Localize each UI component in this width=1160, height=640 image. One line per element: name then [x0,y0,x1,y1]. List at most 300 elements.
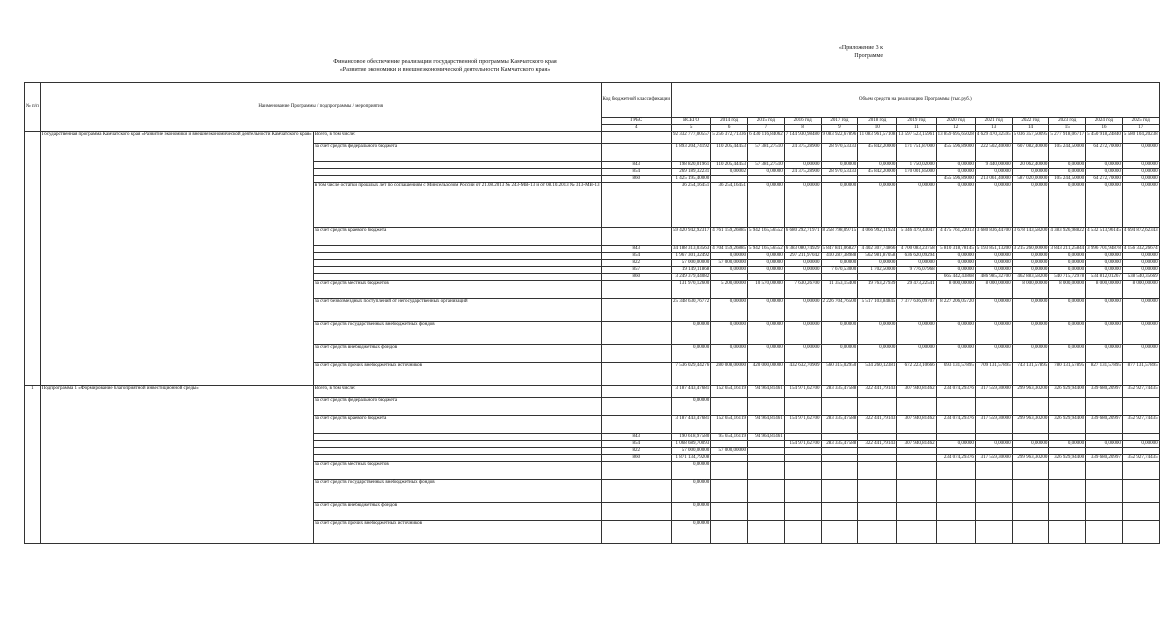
year-value: 11 083 961,57108 [858,132,897,144]
year-value [936,503,975,521]
year-value: 5 256 372,71336 [711,132,748,144]
year-value [936,480,975,503]
year-value: 0,00000 [711,299,748,322]
year-value [1086,503,1123,521]
total-value: 57 000,00000 [672,448,711,455]
year-value: 317 559,30000 [975,386,1012,398]
year-value [858,455,897,462]
funding-source: за счет средств государственных внебюджетных фондов [313,322,601,345]
year-value: 8 000,00000 [1122,281,1159,299]
year-value: 213 061,40000 [975,176,1012,183]
year-value [1012,434,1049,441]
funding-source [313,162,601,169]
funding-source [313,253,601,260]
total-value: 0,00000 [672,345,711,363]
grbs-code [601,386,671,398]
year-value [858,480,897,503]
total-value: 1 068 689,70093 [672,441,711,448]
year-value: 0,00000 [748,267,785,274]
year-value: 299 963,30200 [1012,455,1049,462]
header-name: Наименование Программы / подпрограммы / мероприятия [40,83,601,132]
header-year: 2022 год [1012,118,1049,125]
header-year: 2023 год [1049,118,1086,125]
header-year: 2025 год [1122,118,1159,125]
year-value [975,521,1012,544]
year-value: 339 680,20997 [1086,416,1123,434]
year-value: 326 929,94400 [1049,386,1086,398]
year-value: 5 277 918,06717 [1049,132,1086,144]
year-value: 6 680 292,71971 [784,228,821,246]
year-value: 420 000,00000 [748,363,785,386]
year-value [1086,398,1123,416]
year-value: 0,00000 [784,183,821,228]
year-value: 29 473,22541 [897,281,936,299]
year-value [784,455,821,462]
year-value: 3 215 260,00000 [1013,246,1048,251]
year-value: 8 000,00000 [936,281,975,299]
year-value: 307 940,81462 [897,386,936,398]
year-value [784,448,821,455]
year-value: 0,00000 [1049,322,1086,345]
year-value: 4 629 470,32595 [975,132,1012,144]
column-number: 10 [858,125,897,132]
total-value: 131 970,12600 [672,281,711,299]
year-value: 322 441,79143 [858,416,897,434]
year-value: 299 963,30200 [1012,386,1049,398]
year-value: 0,00000 [711,267,748,274]
year-value: 2 226 704,76500 [821,299,858,322]
year-value: 410 287,38988 [821,253,858,260]
year-value: 3 843 211,25844 [1050,246,1085,251]
year-value: 322 441,79143 [858,386,897,398]
year-value: 0,00000 [1086,183,1123,228]
year-value [748,398,785,416]
year-value: 540 715,72978 [1049,274,1086,281]
year-value: 283 335,47588 [821,416,858,434]
year-value [975,398,1012,416]
year-value: 0,00000 [821,322,858,345]
header-year: 2015 год [748,118,785,125]
title-line: «Развитие экономики и внешнеэкономической деятельности Камчатского края» [339,66,551,73]
total-value: 1 893 204,74192 [672,144,711,162]
funding-source [313,246,601,253]
year-value: 0,00000 [1012,322,1049,345]
year-value [748,448,785,455]
year-value: 3 996 701,94878 [1087,246,1121,251]
year-value: 0,00002 [711,169,748,176]
year-value [784,176,821,183]
year-value [1086,462,1123,480]
funding-source [313,169,601,176]
funding-source: за счет средств внебюджетных фондов [313,503,601,521]
total-value: 190 618,97580 [672,434,711,441]
year-value [711,462,748,480]
year-value: 0,00000 [975,441,1012,448]
year-value: 534 260,12381 [858,363,897,386]
year-value: 0,00000 [975,260,1012,267]
year-value: 0,00000 [975,169,1012,176]
year-value: 0,00000 [1012,299,1049,322]
year-value: 317 559,30000 [975,416,1012,434]
year-value [821,448,858,455]
year-value [1049,480,1086,503]
year-value: 94 964,81461 [748,416,785,434]
total-value: 0,00000 [672,398,711,416]
table-row [25,386,1160,398]
year-value [858,503,897,521]
year-value [711,274,748,281]
year-value: 0,00000 [936,260,975,267]
year-value: 4 156 332,26674 [1123,246,1158,251]
year-value: 0,00000 [1122,299,1159,322]
year-value [1122,398,1159,416]
funding-source [313,267,601,274]
funding-source: за счет средств краевого бюджета [313,228,601,246]
year-value [748,521,785,544]
year-value: 171 751,87000 [897,144,936,162]
year-value [748,274,785,281]
year-value: 352 927,74435 [1122,416,1159,434]
year-value: 665 442,43868 [936,274,975,281]
year-value: 0,00000 [858,322,897,345]
year-value: 19 763,27939 [858,281,897,299]
year-value: 0,00000 [1012,260,1049,267]
year-value [711,398,748,416]
year-value [821,480,858,503]
year-value: 45 842,20000 [858,169,897,176]
year-value [748,455,785,462]
year-value: 0,00000 [711,322,748,345]
year-value: 0,00000 [1122,183,1159,228]
year-value: 0,00000 [1049,345,1086,363]
year-value: 283 335,47588 [821,441,858,448]
title-line: Финансовое обеспечение реализации государственной программы Камчатского края [333,58,557,65]
year-value: 0,00000 [936,253,975,260]
year-value: 7 630,26700 [784,281,821,299]
year-value: 0,00000 [1049,267,1086,274]
year-value: 8 227 206,05720 [936,299,975,322]
column-number: 9 [821,125,858,132]
year-value: 9 083 922,67896 [821,132,858,144]
funding-source: за счет средств государственных внебюджетных фондов [313,480,601,503]
header-grbs: ГРБС [601,118,671,125]
year-value: 4 066 992,11924 [858,228,897,246]
grbs-code [601,462,671,480]
year-value: 152 654,16119 [711,386,748,398]
year-value: 94 964,81461 [748,434,785,441]
year-value: 0,00000 [784,322,821,345]
year-value [1049,434,1086,441]
year-value: 0,00000 [1086,345,1123,363]
total-value: 0,00000 [672,521,711,544]
year-value [821,462,858,480]
column-number: 11 [897,125,936,132]
year-value: 13 597 523,15961 [897,132,936,144]
year-value: 326 929,94400 [1049,455,1086,462]
document-title [250,58,640,74]
year-value [821,434,858,441]
year-value: 743 131,57895 [1012,363,1049,386]
year-value: 8 258 798,09715 [821,228,858,246]
year-value: 0,00000 [748,345,785,363]
funding-source: за счет средств местных бюджетов [313,462,601,480]
year-value: 7 670,53000 [821,267,858,274]
year-value [897,480,936,503]
year-value: 105 244,50000 [1049,176,1086,183]
year-value: 0,00000 [936,183,975,228]
year-value: 8 000,00000 [1086,281,1123,299]
year-value: 0,00000 [858,162,897,169]
year-value [897,503,936,521]
program-name: Государственная программа Камчатского края «Развитие экономики и внешнеэкономической деятельности Камчатского края» [40,132,313,386]
funding-source: за счет средств внебюджетных фондов [313,345,601,363]
year-value: 0,00000 [1086,441,1123,448]
year-value [1086,448,1123,455]
funding-source [313,274,601,281]
total-value: 0,00000 [672,462,711,480]
year-value: 0,00000 [1122,162,1159,169]
year-value: 0,00000 [1012,441,1049,448]
year-value [821,521,858,544]
total-value: 34 188 313,03563 [673,246,710,251]
header-year: 2017 год [821,118,858,125]
year-value: 234 074,29376 [936,455,975,462]
year-value: 0,00000 [748,322,785,345]
total-value: 92 332 777,00557 [672,132,711,144]
year-value: 110 205,44453 [711,144,748,162]
column-number: 17 [1122,125,1159,132]
grbs-code: 822 [601,260,671,267]
year-value: 339 680,20997 [1086,386,1123,398]
year-value: 154 971,62700 [784,441,821,448]
year-value: 0,00000 [1012,253,1049,260]
year-value [897,434,936,441]
year-value: 0,00000 [936,169,975,176]
year-value: 11 353,15400 [821,281,858,299]
year-value: 105 244,50000 [1049,144,1086,162]
year-value [858,176,897,183]
grbs-code: 860 [601,274,671,281]
year-value [748,503,785,521]
year-value: 0,00000 [821,260,858,267]
year-value: 827 131,57895 [1086,363,1123,386]
year-value: 636 620,09294 [897,253,936,260]
year-value [897,176,936,183]
year-value: 5 847 841,06827 [822,246,857,251]
grbs-code [601,144,671,162]
total-value: 0,00000 [672,322,711,345]
grbs-code: 843 [601,162,671,169]
year-value [821,503,858,521]
funding-source: за счет безвозмездных поступлений от негосударственных организаций [313,299,601,322]
year-value: 6 430 116,84062 [748,132,785,144]
year-value: 0,00000 [936,162,975,169]
year-value: 0,00000 [1049,253,1086,260]
year-value [936,448,975,455]
year-value: 57 381,27510 [748,162,785,169]
year-value: 0,00000 [1122,322,1159,345]
total-value: 0,00000 [672,503,711,521]
year-value: 4 700 083,23758 [897,246,936,253]
year-value [1049,503,1086,521]
total-value: 1 967 301,32492 [672,253,711,260]
year-value [858,434,897,441]
year-value: 0,00000 [1049,299,1086,322]
year-value [1122,462,1159,480]
grbs-code [601,132,671,144]
year-value: 0,00000 [821,183,858,228]
year-value: 307 940,81462 [897,441,936,448]
year-value: 5 517 103,84845 [858,299,897,322]
year-value [975,462,1012,480]
year-value: 64 272,70000 [1086,176,1123,183]
year-value: 4 402 307,74866 [858,246,897,253]
year-value [784,521,821,544]
year-value: 45 842,20000 [858,144,897,162]
total-value: 59 420 942,92317 [672,228,711,246]
year-value: 607 082,40000 [1012,144,1049,162]
header-volume: Объем средств на реализацию Программы (тыс.руб.) [672,83,1160,118]
column-number: 16 [1086,125,1123,132]
year-value [1049,521,1086,544]
year-value: 0,00000 [1086,299,1123,322]
total-value: 0,00000 [672,480,711,503]
funding-source: Всего, в том числе: [313,386,601,398]
total-value: 25 348 630,76772 [672,299,711,322]
year-value: 64 272,70000 [1086,144,1123,162]
year-value: 0,00000 [1122,169,1159,176]
grbs-code [601,228,671,246]
year-value: 57 000,00000 [711,448,748,455]
column-number: 4 [601,125,671,132]
year-value [897,462,936,480]
grbs-code [601,183,671,228]
year-value: 222 502,40000 [975,144,1012,162]
year-value: 560 315,02950 [821,363,858,386]
year-value: 0,00000 [1086,253,1123,260]
column-number: 14 [1012,125,1049,132]
year-value [897,398,936,416]
header-code: Код бюджетной классификации [601,83,671,118]
year-value: 28 970,53333 [821,144,858,162]
year-value: 5 036 357,50095 [1012,132,1049,144]
total-value: 3 187 443,47681 [672,386,711,398]
year-value [975,480,1012,503]
year-value: 432 632,70909 [784,363,821,386]
year-value: 57 381,27510 [748,144,785,162]
year-value: 0,00000 [936,322,975,345]
total-value: 3 249 379,44082 [672,274,711,281]
grbs-code [601,363,671,386]
header-year: 2020 год [936,118,975,125]
year-value: 57 000,00000 [711,260,748,267]
year-value [821,176,858,183]
year-value: 0,00000 [858,345,897,363]
year-value [748,462,785,480]
column-number: 5 [672,125,711,132]
year-value: 0,00000 [897,322,936,345]
year-value: 5 580 104,20238 [1122,132,1159,144]
year-value: 0,00000 [821,162,858,169]
year-value: 0,00000 [1086,322,1123,345]
year-value [1122,448,1159,455]
grbs-code [601,322,671,345]
year-value [897,448,936,455]
year-value [748,176,785,183]
year-value: 20 062,40000 [1012,162,1049,169]
year-value [784,503,821,521]
funding-source [313,260,601,267]
year-value [1049,462,1086,480]
year-value: 0,00000 [1049,441,1086,448]
year-value: 672 223,10666 [897,363,936,386]
grbs-code [601,299,671,322]
year-value [821,455,858,462]
year-value: 0,00000 [1086,260,1123,267]
total-value: 57 000,00000 [672,260,711,267]
grbs-code [601,503,671,521]
header-total: ВСЕГО [672,118,711,125]
year-value [1012,398,1049,416]
year-value [1049,398,1086,416]
total-value: 7 536 029,44276 [672,363,711,386]
year-value [748,441,785,448]
year-value: 0,00000 [1049,183,1086,228]
year-value [1049,448,1086,455]
total-value: 198 820,01961 [672,162,711,169]
grbs-code: 843 [601,434,671,441]
year-value: 0,00000 [748,253,785,260]
header-year: 2014 год [711,118,748,125]
year-value: 13 859 695,65028 [936,132,975,144]
year-value: 0,00000 [748,299,785,322]
year-value: 780 131,57895 [1049,363,1086,386]
year-value [711,480,748,503]
year-value [858,274,897,281]
year-value [1012,503,1049,521]
year-value: 4 532 513,96145 [1086,228,1123,246]
year-value: 0,00000 [748,260,785,267]
year-value [1012,521,1049,544]
header-year: 2019 год [897,118,936,125]
table-body [25,132,1160,544]
year-value: 339 680,20997 [1086,455,1123,462]
year-value: 0,00000 [858,183,897,228]
year-value [1086,434,1123,441]
year-value [975,503,1012,521]
year-value: 8 000,00000 [975,281,1012,299]
total-value: 36 254,16451 [672,183,711,228]
year-value: 0,00000 [897,345,936,363]
funding-source [313,434,601,441]
grbs-code [601,281,671,299]
total-value: 1 425 195,40000 [672,176,711,183]
year-value [858,398,897,416]
year-value: 234 074,29376 [936,386,975,398]
grbs-code [601,345,671,363]
year-value: 0,00000 [711,345,748,363]
funding-source [313,448,601,455]
year-value: 0,00000 [1122,345,1159,363]
year-value: 5 200,00000 [711,281,748,299]
grbs-code: 854 [601,169,671,176]
funding-source: за счет средств федерального бюджета [313,398,601,416]
year-value: 6 383 080,74929 [785,246,820,251]
funding-source: в том числе остатки прошлых лет по соглашениям с Минсельхозом России от 21.08.2013 № 243-МВ-13 и от 08.10.2013 № 313-МВ-13 [313,183,601,228]
year-value: 5 450 918,24840 [1086,132,1123,144]
year-value [1086,521,1123,544]
grbs-code: 860 [601,455,671,462]
